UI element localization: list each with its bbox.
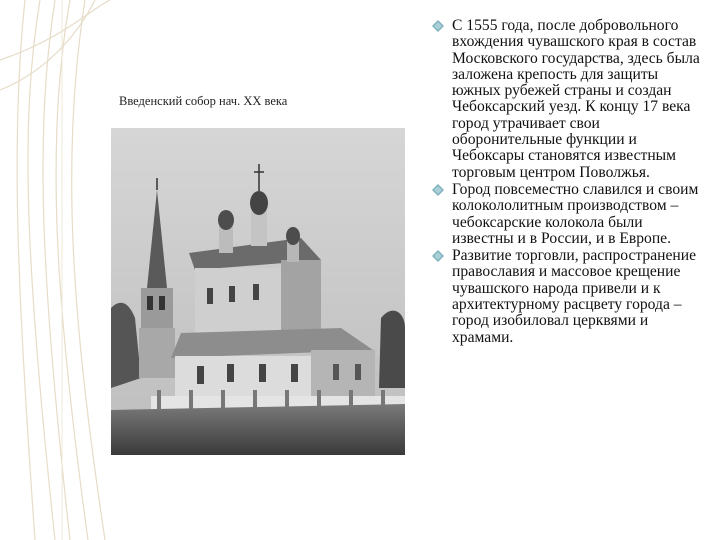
bullet-item (432, 18, 704, 181)
bullet-list (432, 18, 704, 347)
bullet-text: Развитие торговли, распространение православия и массовое крещение чувашского народа привели и к архитектурному расцвету города – город изобиловал церквями и храмами. (452, 247, 697, 346)
photo-caption: Введенский собор нач. ХХ века (119, 94, 288, 108)
bullet-item (432, 182, 704, 247)
bullet-text: Город повсеместно славился и своим колокололитным производством – чебоксарские колокола были известны и в России, и в Европе. (452, 180, 699, 247)
bullet-text: С 1555 года, после добровольного вхождения чувашского края в состав Московского государства, здесь была заложена крепость для защиты южных рубежей страны и создан Чебоксарский уезд. К концу 17 века город утрачивает свои оборонительные функции и Чебоксары становятся известным торговым центром Поволжья. (452, 17, 700, 181)
diamond-bullet-icon (432, 20, 444, 32)
cathedral-photo (111, 128, 405, 455)
bullet-item (432, 248, 704, 346)
diamond-bullet-icon (432, 250, 444, 262)
diamond-bullet-icon (432, 184, 444, 196)
